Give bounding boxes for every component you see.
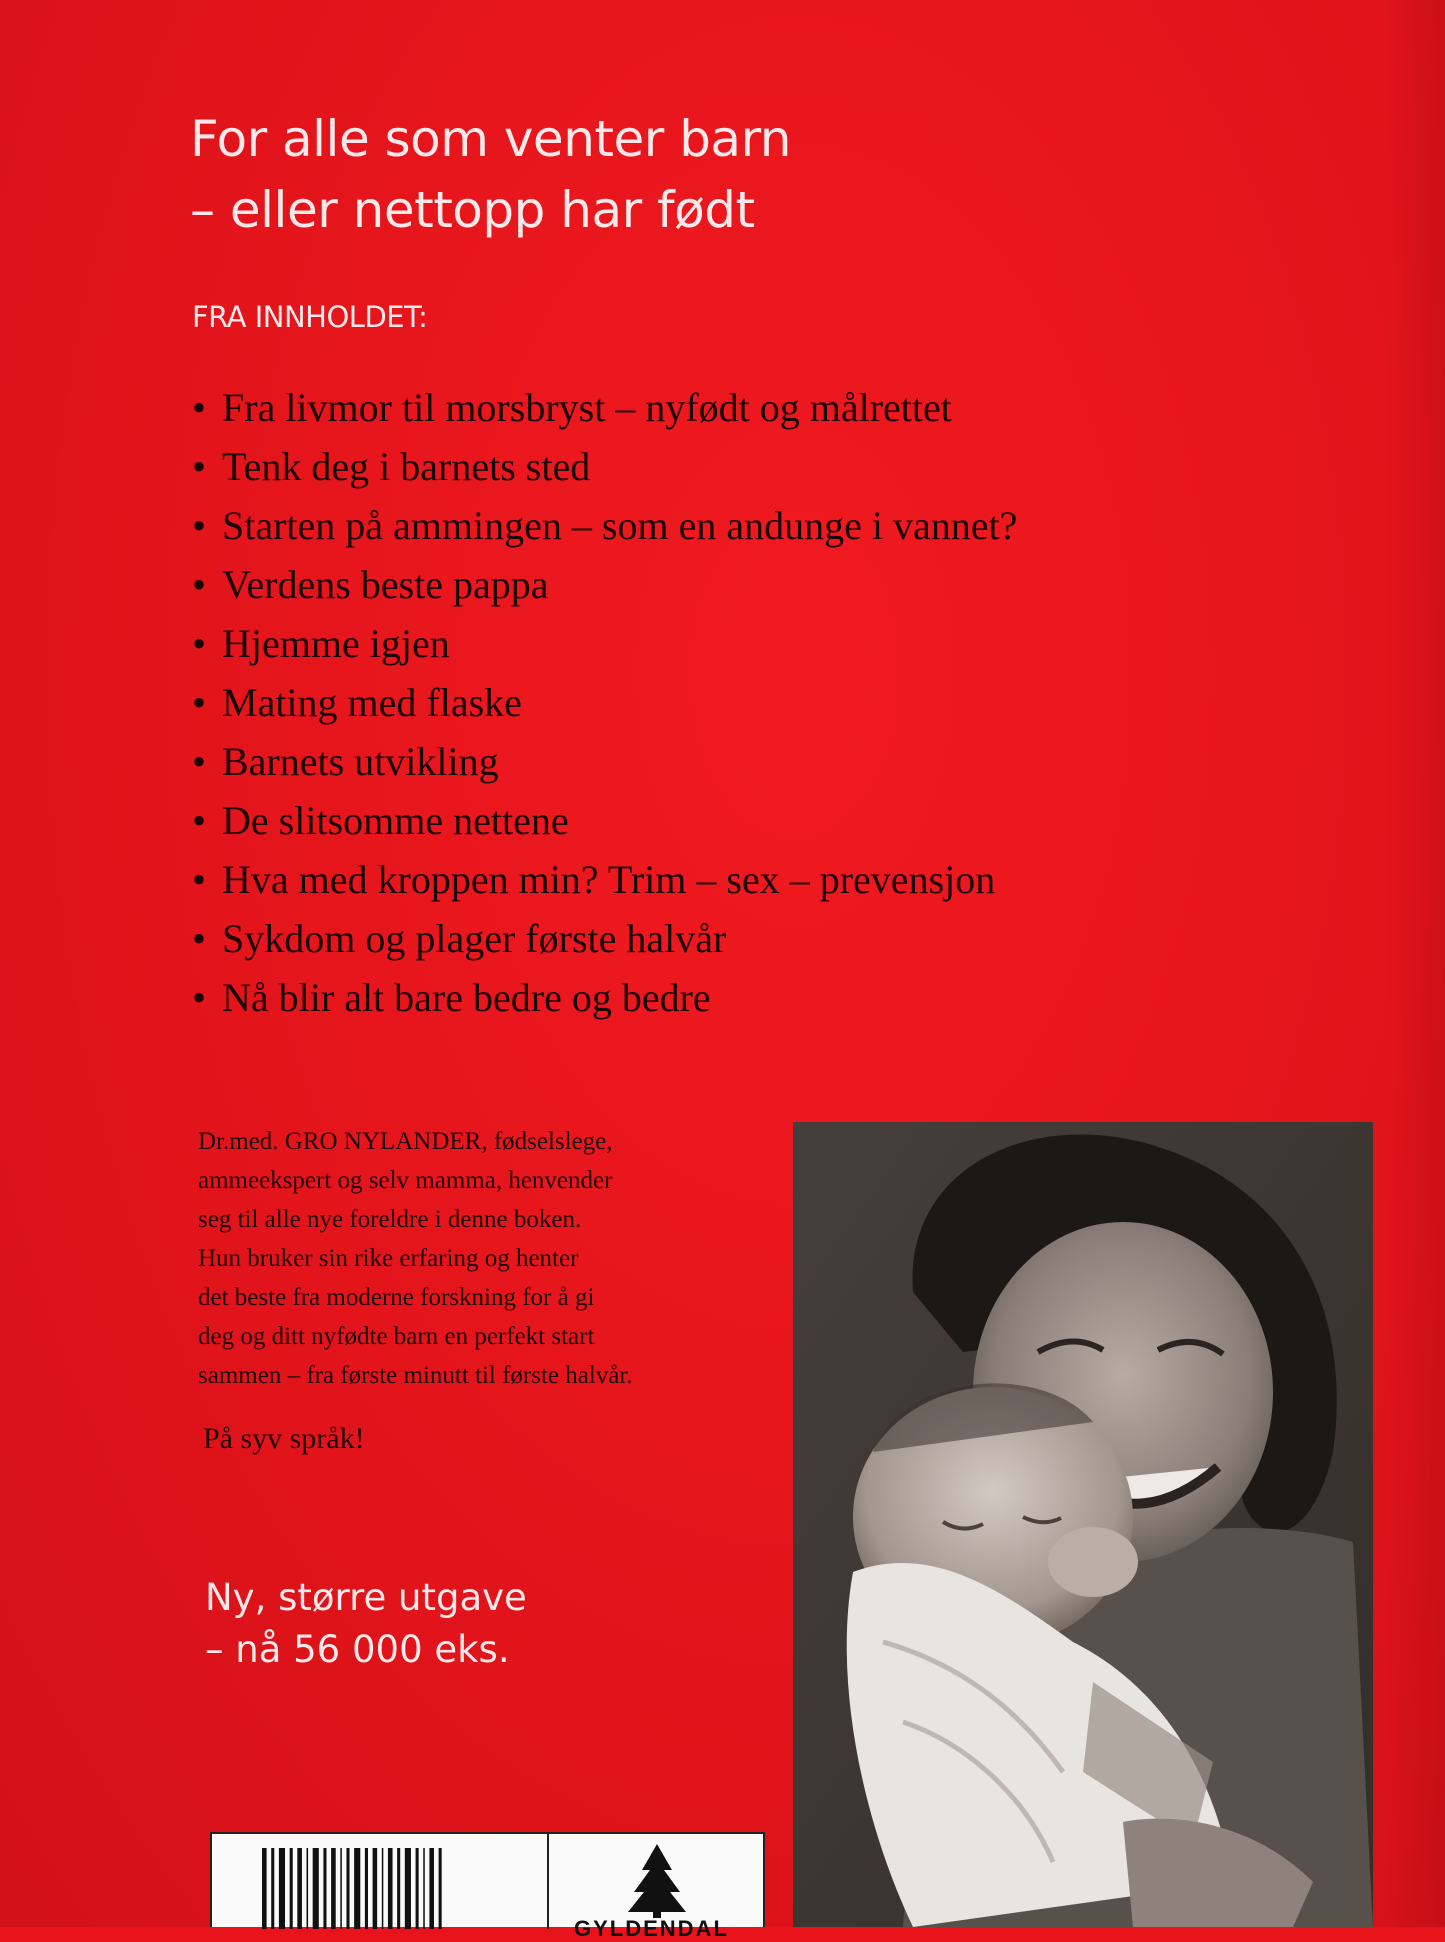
contents-item-text: Starten på ammingen – som en andunge i vannet? [222,503,1018,548]
contents-item-text: Hva med kroppen min? Trim – sex – prevensjon [222,857,996,902]
bullet: • [192,916,207,961]
bullet: • [192,739,207,784]
contents-item [192,496,1017,555]
bullet: • [192,503,207,548]
blurb-line: deg og ditt nyfødte barn en perfekt start [198,1323,595,1350]
author-photo [793,1122,1373,1927]
blurb-line: Dr.med. GRO NYLANDER, fødselslege, [198,1128,613,1155]
bullet: • [192,385,207,430]
bullet: • [192,621,207,666]
blurb-line: det beste fra moderne forskning for å gi [198,1284,595,1311]
contents-item [192,378,1017,437]
contents-item [192,614,1017,673]
contents-item-text: Verdens beste pappa [222,562,549,607]
contents-list [192,378,1017,1027]
contents-item-text: Barnets utvikling [222,739,499,784]
headline-line-2: – eller nettopp har født [190,181,755,239]
bullet: • [192,562,207,607]
contents-item-text: Tenk deg i barnets sted [222,444,591,489]
contents-item [192,850,1017,909]
barcode-panel [210,1832,765,1941]
bullet: • [192,975,207,1020]
bullet: • [192,680,207,725]
blurb-line: ammeekspert og selv mamma, henvender [198,1167,613,1194]
contents-item-text: Mating med flaske [222,680,522,725]
cover-shadow-edge [1385,0,1445,1927]
bullet: • [192,798,207,843]
blurb-line: Hun bruker sin rike erfaring og henter [198,1245,579,1272]
blurb-line: seg til alle nye foreldre i denne boken. [198,1206,582,1233]
contents-item [192,673,1017,732]
contents-item [192,791,1017,850]
contents-item-text: Fra livmor til morsbryst – nyfødt og målrettet [222,385,952,430]
contents-item-text: Nå blir alt bare bedre og bedre [222,975,711,1020]
author-blurb [198,1122,758,1395]
languages-note: På syv språk! [203,1422,365,1455]
bullet: • [192,857,207,902]
edition-line-1: Ny, større utgave [205,1576,527,1619]
contents-item-text: De slitsomme nettene [222,798,569,843]
contents-item-text: Sykdom og plager første halvår [222,916,727,961]
barcode-divider [547,1834,549,1929]
contents-item-text: Hjemme igjen [222,621,450,666]
contents-item [192,437,1017,496]
contents-label: FRA INNHOLDET: [192,300,428,334]
headline-line-1: For alle som venter barn [190,110,791,168]
contents-item [192,968,1017,1027]
bullet: • [192,444,207,489]
headline [190,104,1090,246]
publisher-name: GYLDENDAL [574,1916,729,1941]
contents-item [192,555,1017,614]
photo-illustration [793,1122,1373,1927]
contents-item [192,909,1017,968]
blurb-line: sammen – fra første minutt til første halvår. [198,1362,633,1389]
edition-note [205,1572,527,1676]
contents-item [192,732,1017,791]
edition-line-2: – nå 56 000 eks. [205,1628,510,1671]
